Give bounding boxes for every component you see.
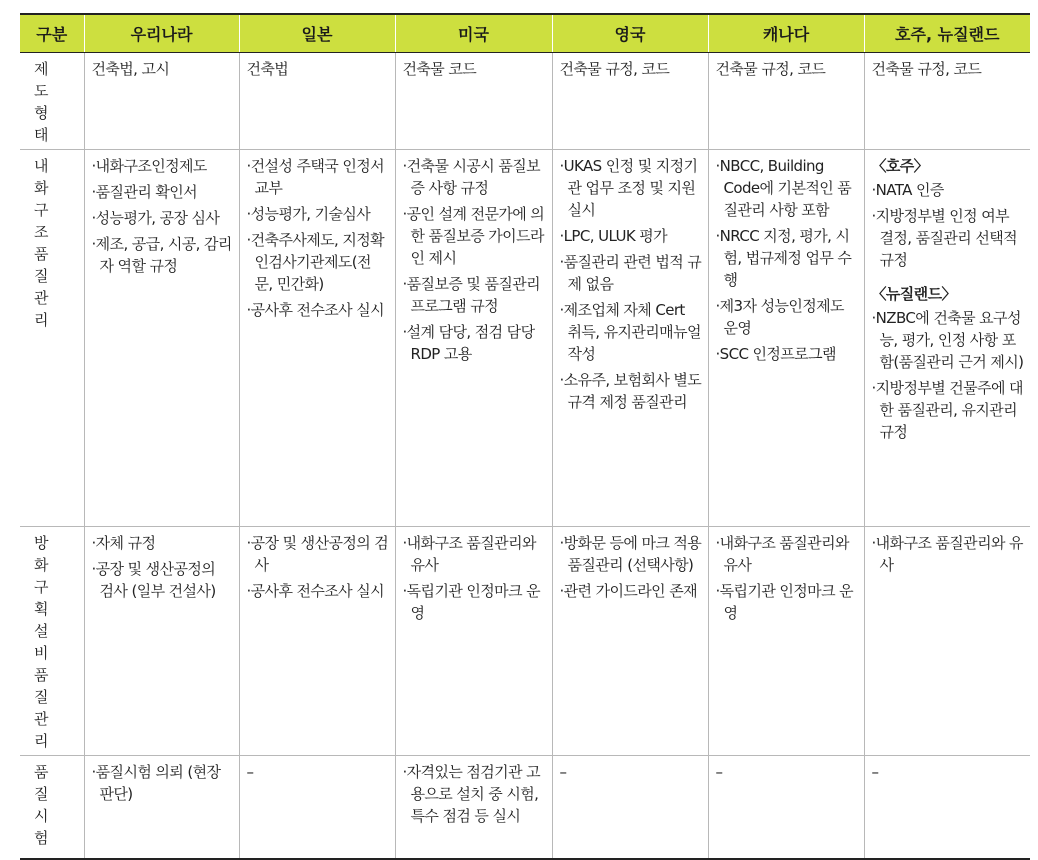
cell-text: 건축물 코드: [402, 60, 477, 78]
list-item: · 독립기관 인정마크 운영: [716, 580, 858, 624]
cell-uk: [552, 53, 708, 150]
list-item: · 내화구조인정제도: [92, 155, 233, 177]
row-label: 품질시험: [34, 763, 48, 847]
list-item: · 공사후 전수조사 실시: [247, 299, 389, 321]
list-item: · 제3자 성능인정제도 운영: [716, 295, 858, 339]
list-item: · 건축주사제도, 지정확인검사기관제도(전문, 민간화): [247, 229, 389, 295]
list-item: · 자격있는 점검기관 고용으로 설치 중 시험, 특수 점검 등 실시: [403, 761, 546, 827]
list-item: · 독립기관 인정마크 운영: [403, 580, 546, 624]
cell-usa: [395, 150, 552, 527]
row-label-cell: [20, 53, 84, 150]
list-item: · 제조, 공급, 시공, 감리자 역할 규정: [92, 233, 233, 277]
header-korea: 우리나라: [84, 14, 239, 53]
cell-japan: [239, 756, 395, 859]
row-fire-compartment-quality: [20, 527, 1030, 756]
cell-canada: [708, 150, 864, 527]
list-item: · 설계 담당, 점검 담당 RDP 고용: [403, 321, 546, 365]
header-canada: 캐나다: [708, 14, 864, 53]
list-item: · 지방정부별 건물주에 대한 품질관리, 유지관리 규정: [872, 377, 1025, 443]
cell-australia-nz: [864, 53, 1030, 150]
list-item: · 건축물 시공시 품질보증 사항 규정: [403, 155, 546, 199]
cell-japan: [239, 527, 395, 756]
row-system-type: [20, 53, 1030, 150]
list-item: · SCC 인정프로그램: [716, 343, 858, 365]
cell-korea: [84, 527, 239, 756]
row-label: 방화구획설비품질관리: [34, 534, 48, 750]
group-title: 〈호주〉: [871, 157, 929, 175]
row-label-cell: [20, 527, 84, 756]
list-item: · 건설성 주택국 인정서 교부: [247, 155, 389, 199]
cell-text: 건축물 규정, 코드: [871, 60, 982, 78]
header-japan: 일본: [239, 14, 395, 53]
cell-usa: [395, 527, 552, 756]
row-label: 내화구조품질관리: [34, 157, 48, 329]
list-item: · 품질관리 확인서: [92, 181, 233, 203]
row-fireproof-quality: [20, 150, 1030, 527]
cell-canada: [708, 756, 864, 859]
list-item: · 품질관리 관련 법적 규제 없음: [560, 251, 702, 295]
cell-australia-nz: [864, 756, 1030, 859]
list-item: · UKAS 인정 및 지정기관 업무 조정 및 지원 실시: [560, 155, 702, 221]
comparison-table: [20, 13, 1030, 860]
row-label: 제도형태: [34, 60, 48, 144]
list-item: · 품질보증 및 품질관리 프로그램 규정: [403, 273, 546, 317]
list-item: · 관련 가이드라인 존재: [560, 580, 702, 602]
row-label-cell: [20, 756, 84, 859]
list-item: · NATA 인증: [872, 179, 1025, 201]
cell-usa: [395, 53, 552, 150]
list-item: · 내화구조 품질관리와 유사: [403, 532, 546, 576]
group-title: 〈뉴질랜드〉: [871, 285, 956, 303]
list-item: · 제조업체 자체 Cert 취득, 유지관리매뉴얼 작성: [560, 299, 702, 365]
cell-australia-nz: [864, 150, 1030, 527]
cell-text: 건축법, 고시: [91, 60, 170, 78]
cell-canada: [708, 53, 864, 150]
list-item: · 내화구조 품질관리와 유사: [716, 532, 858, 576]
list-item: · 방화문 등에 마크 적용 품질관리 (선택사항): [560, 532, 702, 576]
header-australia-nz: 호주, 뉴질랜드: [864, 14, 1030, 53]
list-item: · 내화구조 품질관리와 유사: [872, 532, 1025, 576]
cell-text: 건축법: [246, 60, 289, 78]
list-item: · 공장 및 생산공정의 검사 (일부 건설사): [92, 558, 233, 602]
cell-text: –: [246, 763, 254, 781]
list-item: · LPC, ULUK 평가: [560, 225, 702, 247]
cell-korea: [84, 150, 239, 527]
header-row: [20, 14, 1030, 53]
row-quality-test: [20, 756, 1030, 859]
list-item: · NBCC, Building Code에 기본적인 품질관리 사항 포함: [716, 155, 858, 221]
cell-korea: [84, 53, 239, 150]
header-category: 구분: [20, 14, 84, 53]
cell-korea: [84, 756, 239, 859]
cell-text: 건축물 규정, 코드: [715, 60, 826, 78]
cell-text: –: [715, 763, 723, 781]
list-item: · 자체 규정: [92, 532, 233, 554]
cell-canada: [708, 527, 864, 756]
list-item: · 성능평가, 기술심사: [247, 203, 389, 225]
cell-japan: [239, 150, 395, 527]
header-uk: 영국: [552, 14, 708, 53]
list-item: · 소유주, 보험회사 별도 규격 제정 품질관리: [560, 369, 702, 413]
cell-uk: [552, 527, 708, 756]
cell-uk: [552, 150, 708, 527]
list-item: · 품질시험 의뢰 (현장 판단): [92, 761, 233, 805]
cell-text: 건축물 규정, 코드: [559, 60, 670, 78]
header-usa: 미국: [395, 14, 552, 53]
list-item: · 지방정부별 인정 여부 결정, 품질관리 선택적 규정: [872, 205, 1025, 271]
row-label-cell: [20, 150, 84, 527]
cell-japan: [239, 53, 395, 150]
list-item: · 공장 및 생산공정의 검사: [247, 532, 389, 576]
list-item: · NZBC에 건축물 요구성능, 평가, 인정 사항 포함(품질관리 근거 제시): [872, 307, 1025, 373]
cell-australia-nz: [864, 527, 1030, 756]
list-item: · 공사후 전수조사 실시: [247, 580, 389, 602]
list-item: · 성능평가, 공장 심사: [92, 207, 233, 229]
list-item: · 공인 설계 전문가에 의한 품질보증 가이드라인 제시: [403, 203, 546, 269]
cell-uk: [552, 756, 708, 859]
cell-text: –: [559, 763, 567, 781]
list-item: · NRCC 지정, 평가, 시험, 법규제정 업무 수행: [716, 225, 858, 291]
cell-text: –: [871, 763, 879, 781]
cell-usa: [395, 756, 552, 859]
